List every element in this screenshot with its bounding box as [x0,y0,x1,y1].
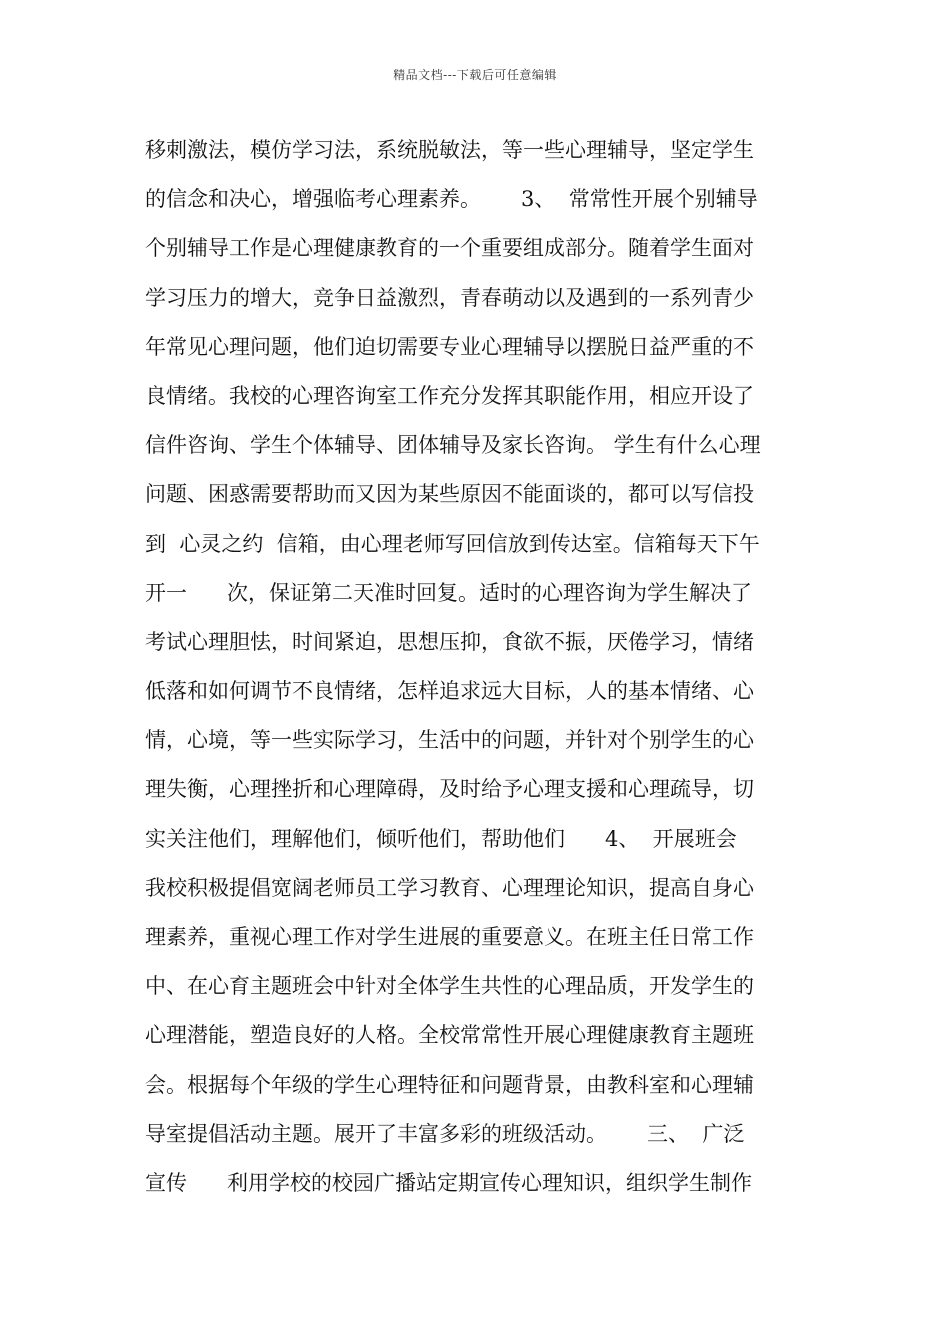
text-line: 良情绪。我校的心理咨询室工作充分发挥其职能作用，相应开设了 [145,383,754,408]
text-line: 中、在心育主题班会中针对全体学生共性的心理品质，开发学生的 [145,974,754,999]
text-line: 情，心境，等一些实际学习，生活中的问题，并针对个别学生的心 [145,728,754,753]
text-line: 心理潜能，塑造良好的人格。全校常常性开展心理健康教育主题班 [145,1023,754,1048]
text-line: 信件咨询、学生个体辅导、团体辅导及家长咨询。 学生有什么心理 [145,433,761,458]
text-line: 导室提倡活动主题。展开了丰富多彩的班级活动。 三、 广泛 [145,1121,745,1146]
text-line: 问题、困惑需要帮助而又因为某些原因不能面谈的，都可以写信投 [145,482,754,507]
text-line: 会。根据每个年级的学生心理特征和问题背景，由教科室和心理辅 [145,1072,754,1097]
text-line: 我校积极提倡宽阔老师员工学习教育、心理理论知识，提高自身心 [145,875,754,900]
text-line: 个别辅导工作是心理健康教育的一个重要组成部分。随着学生面对 [145,236,754,261]
text-line: 开一 次，保证第二天准时回复。适时的心理咨询为学生解决了 [145,580,753,605]
text-line: 低落和如何调节不良情绪，怎样追求远大目标，人的基本情绪、心 [145,679,754,704]
text-line: 的信念和决心，增强临考心理素养。 3、 常常性开展个别辅导 [145,187,758,212]
text-line: 考试心理胆怯，时间紧迫，思想压抑，食欲不振，厌倦学习，情绪 [145,629,754,654]
body-text [145,126,807,1208]
page-header: 精品文档---下载后可任意编辑 [393,68,557,82]
text-line: 宣传 利用学校的校园广播站定期宣传心理知识，组织学生制作 [145,1170,753,1195]
text-line: 实关注他们，理解他们，倾听他们，帮助他们 4、 开展班会 [145,826,737,851]
text-line: 移刺激法，模仿学习法，系统脱敏法，等一些心理辅导，坚定学生 [145,138,754,162]
text-line: 年常见心理问题，他们迫切需要专业心理辅导以摆脱日益严重的不 [145,334,754,359]
text-line: 学习压力的增大，竞争日益激烈，青春萌动以及遇到的一系列青少 [145,285,754,310]
text-line: 到 心灵之约 信箱，由心理老师写回信放到传达室。信箱每天下午 [145,531,760,556]
text-line: 理素养，重视心理工作对学生进展的重要意义。在班主任日常工作 [145,925,754,949]
text-line: 理失衡，心理挫折和心理障碍，及时给予心理支援和心理疏导，切 [145,777,754,802]
